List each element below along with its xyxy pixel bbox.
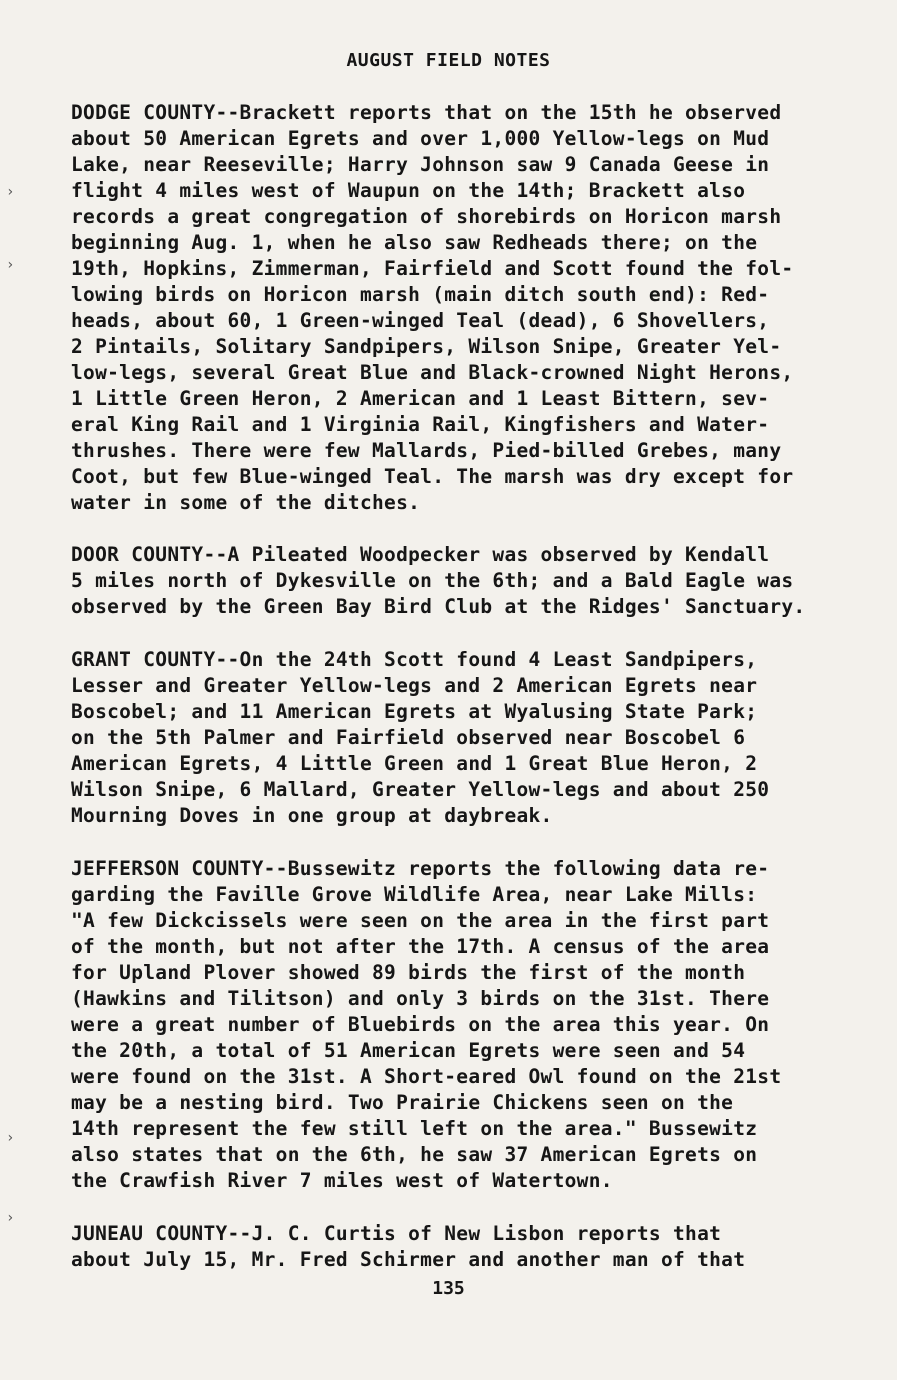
text-line: 19th, Hopkins, Zimmerman, Fairfield and Scott found the fol- — [71, 257, 794, 280]
text-line: low-legs, several Great Blue and Black-crowned Night Herons, — [71, 361, 794, 384]
text-line: Boscobel; and 11 American Egrets at Wyalusing State Park; — [71, 700, 758, 723]
page-number: 135 — [432, 1278, 465, 1299]
text-line: Lake, near Reeseville; Harry Johnson saw 9 Canada Geese in — [71, 153, 770, 176]
text-line: JEFFERSON COUNTY--Bussewitz reports the following data re- — [71, 857, 770, 880]
text-line: about 50 American Egrets and over 1,000 Yellow-legs on Mud — [71, 127, 770, 150]
text-line: heads, about 60, 1 Green-winged Teal (dead), 6 Shovellers, — [71, 309, 770, 332]
text-line: Coot, but few Blue-winged Teal. The marsh was dry except for — [71, 465, 794, 488]
text-line: "A few Dickcissels were seen on the area in the first part — [71, 909, 770, 932]
text-line: Mourning Doves in one group at daybreak. — [71, 804, 553, 827]
text-line: records a great congregation of shorebirds on Horicon marsh — [71, 205, 782, 228]
text-line: (Hawkins and Tilitson) and only 3 birds on the 31st. There — [71, 987, 770, 1010]
text-line: also states that on the 6th, he saw 37 American Egrets on — [71, 1143, 758, 1166]
binding-mark-icon: › — [6, 1130, 15, 1146]
text-line: were found on the 31st. A Short-eared Owl found on the 21st — [71, 1065, 782, 1088]
binding-mark-icon: › — [6, 184, 15, 200]
text-line: lowing birds on Horicon marsh (main ditch south end): Red- — [71, 283, 770, 306]
text-line: water in some of the ditches. — [71, 491, 421, 514]
text-line: American Egrets, 4 Little Green and 1 Great Blue Heron, 2 — [71, 752, 758, 775]
text-line: eral King Rail and 1 Virginia Rail, Kingfishers and Water- — [71, 413, 770, 436]
text-line: garding the Faville Grove Wildlife Area, near Lake Mills: — [71, 883, 758, 906]
text-line: of the month, but not after the 17th. A census of the area — [71, 935, 770, 958]
text-line: on the 5th Palmer and Fairfield observed near Boscobel 6 — [71, 726, 746, 749]
text-line: JUNEAU COUNTY--J. C. Curtis of New Lisbon reports that — [71, 1222, 722, 1245]
text-line: 5 miles north of Dykesville on the 6th; and a Bald Eagle was — [71, 569, 794, 592]
text-line: about July 15, Mr. Fred Schirmer and another man of that — [71, 1248, 746, 1271]
page-title: AUGUST FIELD NOTES — [346, 50, 551, 71]
text-line: DOOR COUNTY--A Pileated Woodpecker was observed by Kendall — [71, 543, 770, 566]
text-line: thrushes. There were few Mallards, Pied-billed Grebes, many — [71, 439, 782, 462]
text-line: 2 Pintails, Solitary Sandpipers, Wilson Snipe, Greater Yel- — [71, 335, 782, 358]
text-line: Lesser and Greater Yellow-legs and 2 American Egrets near — [71, 674, 758, 697]
text-line: GRANT COUNTY--On the 24th Scott found 4 Least Sandpipers, — [71, 648, 758, 671]
text-line: beginning Aug. 1, when he also saw Redheads there; on the — [71, 231, 758, 254]
text-line: Wilson Snipe, 6 Mallard, Greater Yellow-legs and about 250 — [71, 778, 770, 801]
text-line: the 20th, a total of 51 American Egrets were seen and 54 — [71, 1039, 746, 1062]
binding-mark-icon: › — [6, 1210, 15, 1226]
text-line: 14th represent the few still left on the area." Bussewitz — [71, 1117, 758, 1140]
text-line: for Upland Plover showed 89 birds the first of the month — [71, 961, 746, 984]
text-line: may be a nesting bird. Two Prairie Chickens seen on the — [71, 1091, 734, 1114]
text-line: 1 Little Green Heron, 2 American and 1 Least Bittern, sev- — [71, 387, 770, 410]
text-line: DODGE COUNTY--Brackett reports that on the 15th he observed — [71, 101, 782, 124]
binding-mark-icon: › — [6, 257, 15, 273]
text-line: the Crawfish River 7 miles west of Watertown. — [71, 1169, 613, 1192]
text-line: observed by the Green Bay Bird Club at the Ridges' Sanctuary. — [71, 595, 806, 618]
text-line: were a great number of Bluebirds on the area this year. On — [71, 1013, 770, 1036]
text-line: flight 4 miles west of Waupun on the 14th; Brackett also — [71, 179, 746, 202]
